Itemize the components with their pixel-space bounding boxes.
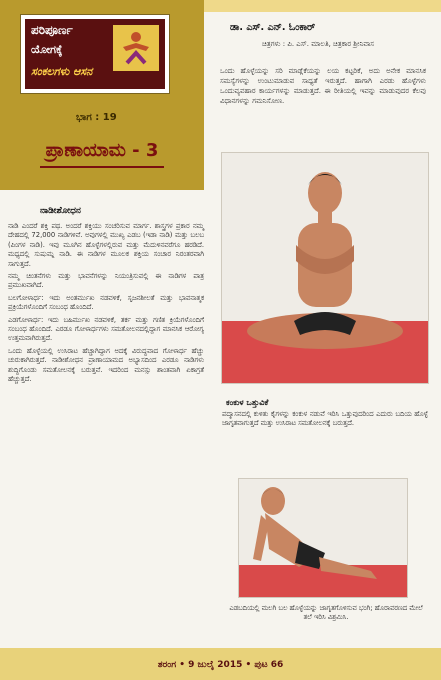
series-part-number: ಭಾಗ : 19 bbox=[76, 112, 117, 123]
logo-line-3: ಸಂಕಲಗಳು ಆಸನ bbox=[31, 65, 93, 78]
reclining-pose-photo bbox=[238, 478, 408, 598]
reclining-pose-illustration bbox=[239, 479, 407, 597]
seated-pose-illustration bbox=[222, 153, 428, 383]
photo-credit: ಚಿತ್ರಗಳು : ಪಿ. ಎಸ್. ಮಾಲತಿ, ಚಿತ್ರಕಾರ ಶ್ರೀನಿವಾಸ bbox=[262, 40, 375, 48]
title-underline bbox=[40, 166, 164, 168]
body-paragraph: ನಮ್ಮ ಚಿಂತನೆಗಳು ಮತ್ತು ಭಾವನೆಗಳನ್ನು ನಿಯಂತ್ರಿಸುವಲ್ಲಿ ಈ ನಾಡಿಗಳ ಪಾತ್ರ ಪ್ರಮುಖವಾಗಿದೆ. bbox=[8, 272, 204, 290]
body-paragraph: ಬಲಗೋಳಾರ್ಧ: ಇದು ಅಂತರ್ಮುಖ ನಡವಳಿಕೆ, ಸೃಜನಶೀಲತೆ ಮತ್ತು ಭಾವನಾತ್ಮಕ ಪ್ರಕ್ರಿಯೆಗಳೊಂದಿಗೆ ಸಂಬಂಧ ಹೊಂದಿದೆ. bbox=[8, 293, 204, 312]
section-heading: ನಾಡೀಶೋಧನ bbox=[40, 206, 81, 216]
author-byline: ಡಾ. ಎಸ್. ಎನ್. ಓಂಕಾರ್ bbox=[230, 22, 316, 33]
body-paragraph: ಎಡಗೋಳಾರ್ಧ: ಇದು ಬಹಿರ್ಮುಖ ನಡವಳಿಕೆ, ತರ್ಕ ಮತ್ತು ಗಣಿತ ಕ್ರಿಯೆಗಳೊಂದಿಗೆ ಸಂಬಂಧ ಹೊಂದಿದೆ. ಎರಡೂ ಗೋಳಾರ್ಧಗಳು ಸಮತೋಲನದಲ್ಲಿದ್ದಾಗ ಮಾನಸಿಕ ಆರೋಗ್ಯ ಉತ್ತಮವಾಗಿರುತ್ತದೆ. bbox=[8, 315, 204, 343]
body-paragraph: ಒಂದು ಹೊಳ್ಳೆಯಲ್ಲಿ ಉಸಿರಾಟ ಹೆಚ್ಚಾಗಿದ್ದಾಗ ಅದಕ್ಕೆ ವಿರುದ್ಧವಾದ ಗೋಳಾರ್ಧ ಹೆಚ್ಚು ಚುರುಕಾಗಿರುತ್ತದೆ. ನಾಡೀಶೋಧನ ಪ್ರಾಣಾಯಾಮದ ಅಭ್ಯಾಸದಿಂದ ಎರಡೂ ನಾಡಿಗಳು ಶುದ್ಧಿಗೊಂಡು ಸಮತೋಲನಕ್ಕೆ ಬರುತ್ತವೆ. ಇದರಿಂದ ಮನಸ್ಸು ಶಾಂತವಾಗಿ ಏಕಾಗ್ರತೆ ಹೆಚ್ಚುತ್ತದೆ. bbox=[8, 346, 204, 384]
article-body bbox=[8, 222, 204, 388]
figure1-heading: ಕಂಕುಳ ಒತ್ತುವಿಕೆ bbox=[226, 398, 269, 407]
series-logo bbox=[20, 14, 170, 94]
body-paragraph: ನಾಡಿ ಎಂದರೆ ಶಕ್ತಿ ಪಥ. ಅಂದರೆ ಶಕ್ತಿಯು ಸಂಚರಿಸುವ ಮಾರ್ಗ. ಶಾಸ್ತ್ರಗಳ ಪ್ರಕಾರ ನಮ್ಮ ದೇಹದಲ್ಲಿ 72,000 ನಾಡಿಗಳಿವೆ. ಅವುಗಳಲ್ಲಿ ಮುಖ್ಯ ಎಡಬ (ಇಡಾ ನಾಡಿ) ಮತ್ತು ಬಲಬ (ಪಿಂಗಳ ನಾಡಿ). ಇವು ಮೂಗಿನ ಹೊಳ್ಳೆಗಳಲ್ಲಿರುವ ಮತ್ತು ಮೆದುಳಿನವರೆಗೂ ಹರಡಿದೆ. ಮಧ್ಯದಲ್ಲಿ ಸುಷುಮ್ನ ನಾಡಿ. ಈ ನಾಡಿಗಳ ಮೂಲಕ ಶಕ್ತಿಯ ಸಂಚಾರ ನಿರಂತರವಾಗಿ ಸಾಗುತ್ತದೆ. bbox=[8, 222, 204, 268]
footer-info: ತರಂಗ • 9 ಜುಲೈ 2015 • ಪುಟ 66 bbox=[157, 660, 284, 670]
seated-pose-photo bbox=[221, 152, 429, 384]
intro-paragraph: ಒಂದು ಹೊಳ್ಳೆಯನ್ನು ಸರಿ ಮಾಡ್ಲೆಕೆಯನ್ನು ಲಯ ಕಟ್ಟರಿಕೆ, ಅದು ಅನೇಕ ಮಾನಸಿಕ ಸಮಸ್ಯೆಗಳನ್ನು ಉಂಟುಮಾಡುವ ಸಾಧ್ಯತೆ ಇರುತ್ತದೆ. ಹಾಗಾಗಿ ಎರಡು ಹೊಳ್ಳೆಗಳು ಒಂದುವ್ಯವಹಾರ ಕಾರ್ಯಗಳನ್ನು ಮಾಡುತ್ತದೆ. ಈ ರೀತಿಯಲ್ಲಿ ಇವನ್ನು ಮಾಡುವುದರ ಕೆಲವು ವಿಧಾನಗಳನ್ನು ಗಮನಿಸೋಣ. bbox=[220, 67, 426, 105]
figure2-caption: ಎಡಬದಿಯಲ್ಲಿ ಮಲಗಿ ಬಲ ಹೊಳ್ಳೆಯನ್ನು ಜಾಗೃತಗೊಳಿಸುವ ಭಂಗಿ; ಹೊರಾವರಣದ ಮೇಲೆ ತಲೆ ಇರಿಸಿ ವಿಶ್ರಮಿಸಿ. bbox=[229, 604, 423, 622]
article-title: ಪ್ರಾಣಾಯಾಮ - 3 bbox=[45, 140, 159, 161]
logo-banner bbox=[25, 19, 165, 89]
series-header-panel bbox=[0, 0, 204, 190]
logo-line-2: ಯೋಗಕ್ಕೆ bbox=[31, 43, 63, 56]
figure1-caption: ಪದ್ಮಾಸನದಲ್ಲಿ ಕುಳಿತು ಕೈಗಳನ್ನು ಕಂಕುಳ ನಡುವೆ ಇರಿಸಿ ಒತ್ತುವುದರಿಂದ ಎದುರು ಬದಿಯ ಹೊಳ್ಳೆ ಜಾಗೃತವಾಗುತ್ತದೆ ಮತ್ತು ಉಸಿರಾಟ ಸಮತೋಲನಕ್ಕೆ ಬರುತ್ತದೆ. bbox=[222, 410, 428, 428]
yogi-figure-icon bbox=[113, 25, 159, 71]
logo-line-1: ಪರಿಪೂರ್ಣ bbox=[31, 23, 73, 37]
